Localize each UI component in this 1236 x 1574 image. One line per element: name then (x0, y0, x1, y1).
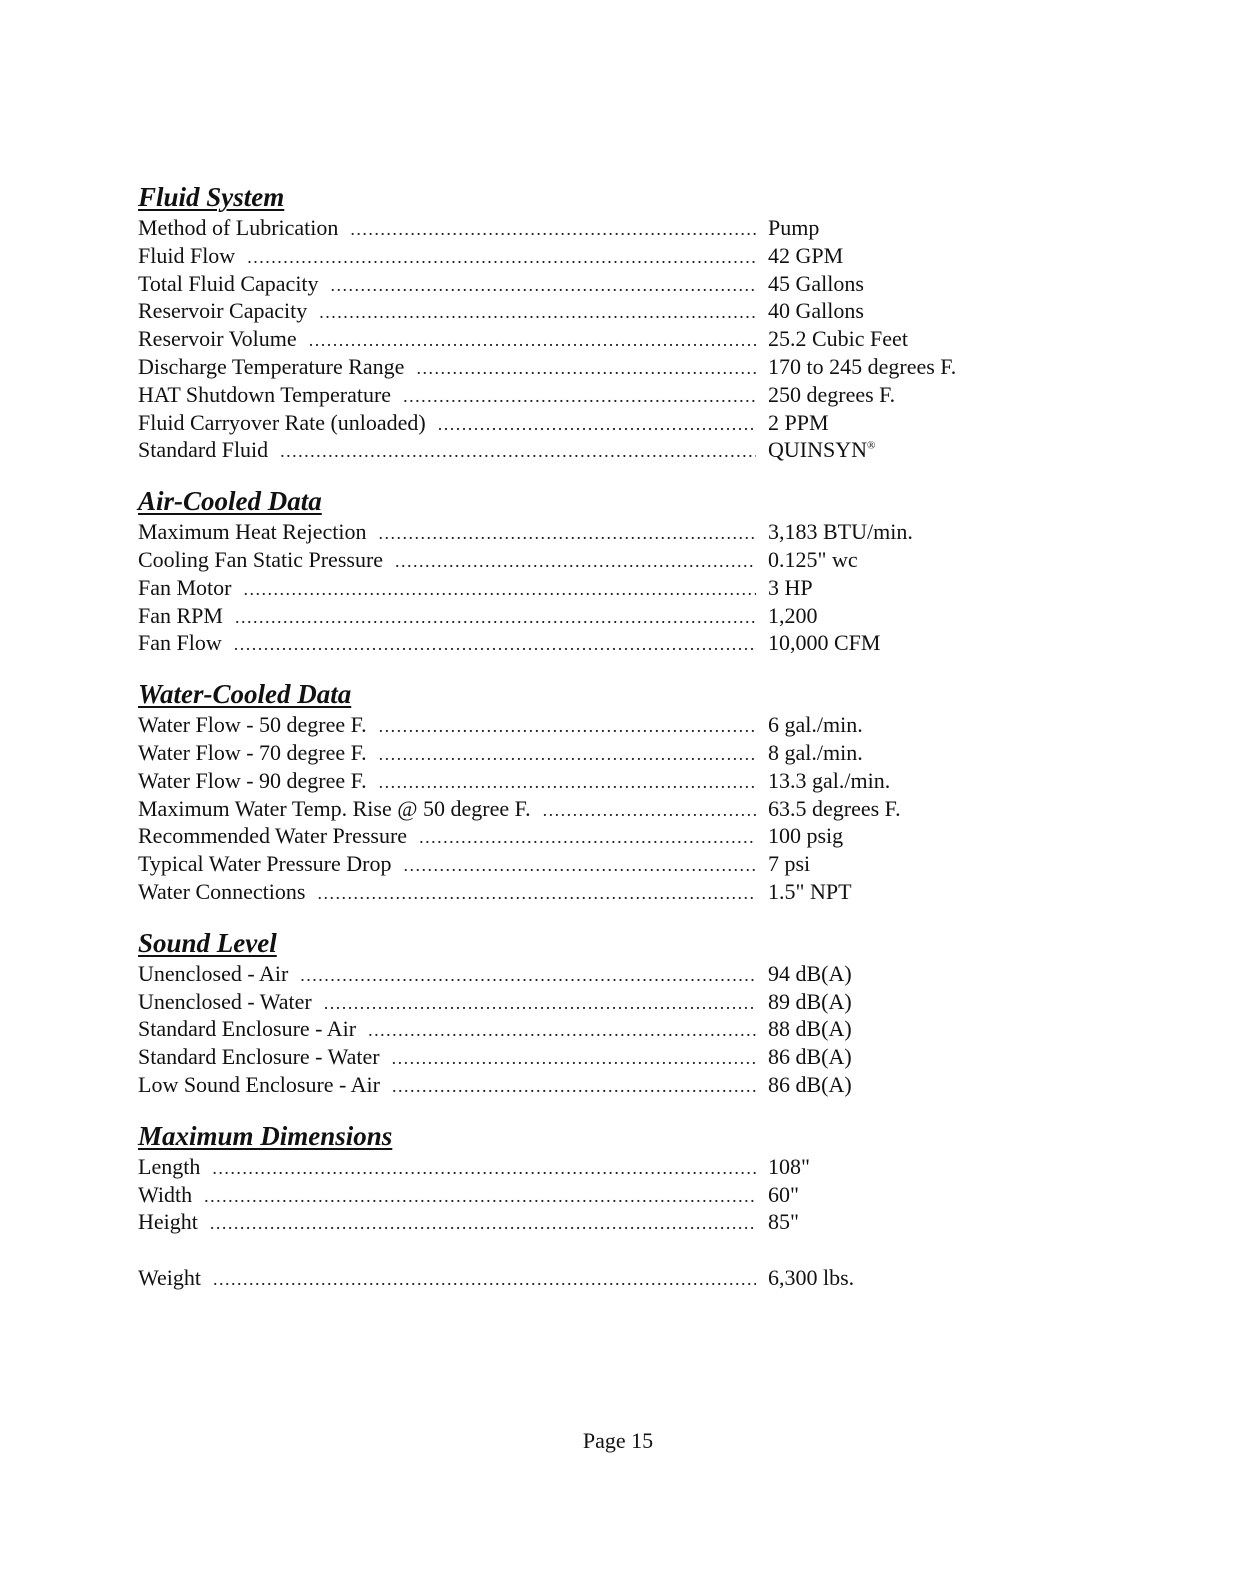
dot-leader (213, 1266, 756, 1294)
spec-value: 85" (768, 1209, 799, 1235)
page-number: Page 15 (582, 1428, 654, 1453)
spec-value: 7 psi (768, 851, 811, 877)
dot-leader (419, 824, 756, 852)
spec-row (138, 381, 998, 409)
spec-row (138, 409, 998, 437)
spec-label: Discharge Temperature Range (138, 353, 405, 379)
spec-value: 94 dB(A) (768, 960, 852, 986)
dot-leader (309, 327, 756, 355)
spec-row (138, 602, 998, 630)
spec-label: Water Flow - 50 degree F. (138, 712, 367, 738)
spec-value: 13.3 gal./min. (768, 767, 891, 793)
spec-row (138, 1015, 998, 1043)
spec-label: Water Connections (138, 878, 306, 904)
spec-value: 250 degrees F. (768, 381, 896, 407)
spec-value: 1,200 (768, 602, 818, 628)
spec-label: Maximum Water Temp. Rise @ 50 degree F. (138, 795, 531, 821)
section-title: Air-Cooled Data (138, 486, 322, 517)
dot-leader (403, 852, 756, 880)
dot-leader (324, 990, 756, 1018)
spec-row (138, 850, 998, 878)
section-air-cooled-data (138, 484, 998, 657)
section-title: Sound Level (138, 927, 277, 958)
spec-value: 1.5" NPT (768, 878, 852, 904)
spec-row (138, 1071, 998, 1099)
spec-row (138, 1043, 998, 1071)
dot-leader (379, 520, 757, 548)
spec-label: Reservoir Volume (138, 326, 297, 352)
spec-row (138, 1208, 998, 1236)
spec-label: Height (138, 1209, 198, 1235)
spec-value (764, 436, 998, 464)
spec-row (138, 988, 998, 1016)
spec-value: 25.2 Cubic Feet (768, 326, 908, 352)
spec-label: Cooling Fan Static Pressure (138, 546, 384, 572)
spec-label: Unenclosed - Water (138, 988, 312, 1014)
spec-row (138, 518, 998, 546)
spec-row (138, 767, 998, 795)
dot-leader (416, 355, 756, 383)
spec-label: Typical Water Pressure Drop (138, 851, 392, 877)
spec-label: Water Flow - 90 degree F. (138, 767, 367, 793)
spec-row (138, 629, 998, 657)
spec-row (138, 795, 998, 823)
section-gap (138, 464, 998, 484)
section-gap (138, 1099, 998, 1119)
spec-value: 45 Gallons (768, 270, 864, 296)
spec-row (138, 242, 998, 270)
dot-leader (392, 1073, 756, 1101)
spec-label: Fan Motor (138, 574, 232, 600)
dot-leader (379, 769, 756, 797)
dot-leader (244, 576, 757, 604)
section-fluid-system (138, 180, 998, 464)
spec-value: 88 dB(A) (768, 1016, 852, 1042)
spec-value: 60" (768, 1181, 799, 1207)
dot-leader (210, 1210, 756, 1238)
spec-row (138, 739, 998, 767)
dot-leader (234, 631, 756, 659)
dot-leader (300, 962, 756, 990)
spec-row (138, 1181, 998, 1209)
dot-leader (368, 1017, 756, 1045)
section-title: Water-Cooled Data (138, 679, 352, 710)
spec-label: Length (138, 1153, 201, 1179)
dot-leader (319, 299, 756, 327)
spec-label: Standard Enclosure - Air (138, 1016, 357, 1042)
dot-leader (403, 383, 756, 411)
spec-row (138, 960, 998, 988)
spec-value-text: QUINSYN (768, 437, 867, 463)
spec-label: Fan RPM (138, 602, 223, 628)
spec-label: Total Fluid Capacity (138, 270, 319, 296)
spec-value: 8 gal./min. (768, 739, 863, 765)
spec-label: Maximum Heat Rejection (138, 519, 367, 545)
spec-value: 89 dB(A) (768, 988, 852, 1014)
spec-value: 108" (768, 1153, 810, 1179)
section-gap (138, 1236, 998, 1264)
section-water-cooled-data (138, 677, 998, 906)
spec-label: Low Sound Enclosure - Air (138, 1071, 380, 1097)
spec-row (138, 1153, 998, 1181)
spec-row (138, 822, 998, 850)
dot-leader (212, 1155, 756, 1183)
section-gap (138, 906, 998, 926)
spec-value: 3 HP (768, 574, 813, 600)
spec-value: 2 PPM (768, 409, 829, 435)
spec-value: 42 GPM (768, 242, 844, 268)
dot-leader (350, 216, 756, 244)
spec-label: Width (138, 1181, 193, 1207)
spec-value: 63.5 degrees F. (768, 795, 901, 821)
spec-value: 86 dB(A) (768, 1044, 852, 1070)
spec-value: 3,183 BTU/min. (768, 519, 913, 545)
dot-leader (235, 604, 756, 632)
registered-mark: ® (867, 440, 876, 453)
spec-row (138, 270, 998, 298)
spec-label: Standard Enclosure - Water (138, 1044, 380, 1070)
dot-leader (204, 1183, 756, 1211)
spec-label: Water Flow - 70 degree F. (138, 739, 367, 765)
spec-label: Recommended Water Pressure (138, 823, 408, 849)
spec-label: Unenclosed - Air (138, 960, 289, 986)
spec-label: Method of Lubrication (138, 215, 339, 240)
spec-row (138, 325, 998, 353)
section-maximum-dimensions (138, 1119, 998, 1236)
spec-value: 6,300 lbs. (768, 1265, 855, 1291)
spec-label: Reservoir Capacity (138, 298, 308, 324)
spec-label: HAT Shutdown Temperature (138, 381, 392, 407)
spec-sheet (138, 180, 998, 1292)
spec-label: Weight (138, 1265, 201, 1291)
dot-leader (392, 1045, 756, 1073)
spec-value: 6 gal./min. (768, 712, 863, 738)
section-gap (138, 657, 998, 677)
spec-value: 86 dB(A) (768, 1071, 852, 1097)
dot-leader (543, 797, 756, 825)
spec-row (138, 574, 998, 602)
dot-leader (247, 244, 756, 272)
section-sound-level (138, 926, 998, 1099)
spec-value: 10,000 CFM (768, 630, 881, 656)
dot-leader (438, 411, 756, 439)
spec-row (138, 878, 998, 906)
spec-row (138, 436, 998, 464)
spec-label: Fan Flow (138, 630, 222, 656)
weight-row (138, 1264, 998, 1292)
dot-leader (317, 880, 756, 908)
spec-row (138, 214, 998, 242)
spec-label: Standard Fluid (138, 437, 269, 463)
dot-leader (280, 438, 756, 466)
spec-value: 170 to 245 degrees F. (768, 353, 957, 379)
section-title: Maximum Dimensions (138, 1120, 393, 1151)
spec-row (138, 711, 998, 739)
dot-leader (331, 272, 756, 300)
spec-row (138, 297, 998, 325)
spec-row (138, 353, 998, 381)
spec-label: Fluid Carryover Rate (unloaded) (138, 409, 426, 435)
dot-leader (379, 741, 756, 769)
dot-leader (379, 713, 756, 741)
spec-row (138, 546, 998, 574)
section-title: Fluid System (138, 182, 285, 212)
spec-value: 100 psig (768, 823, 844, 849)
spec-value: Pump (768, 215, 820, 240)
spec-value: 40 Gallons (768, 298, 864, 324)
spec-label: Fluid Flow (138, 242, 236, 268)
dot-leader (395, 548, 756, 576)
spec-value: 0.125" wc (768, 546, 858, 572)
